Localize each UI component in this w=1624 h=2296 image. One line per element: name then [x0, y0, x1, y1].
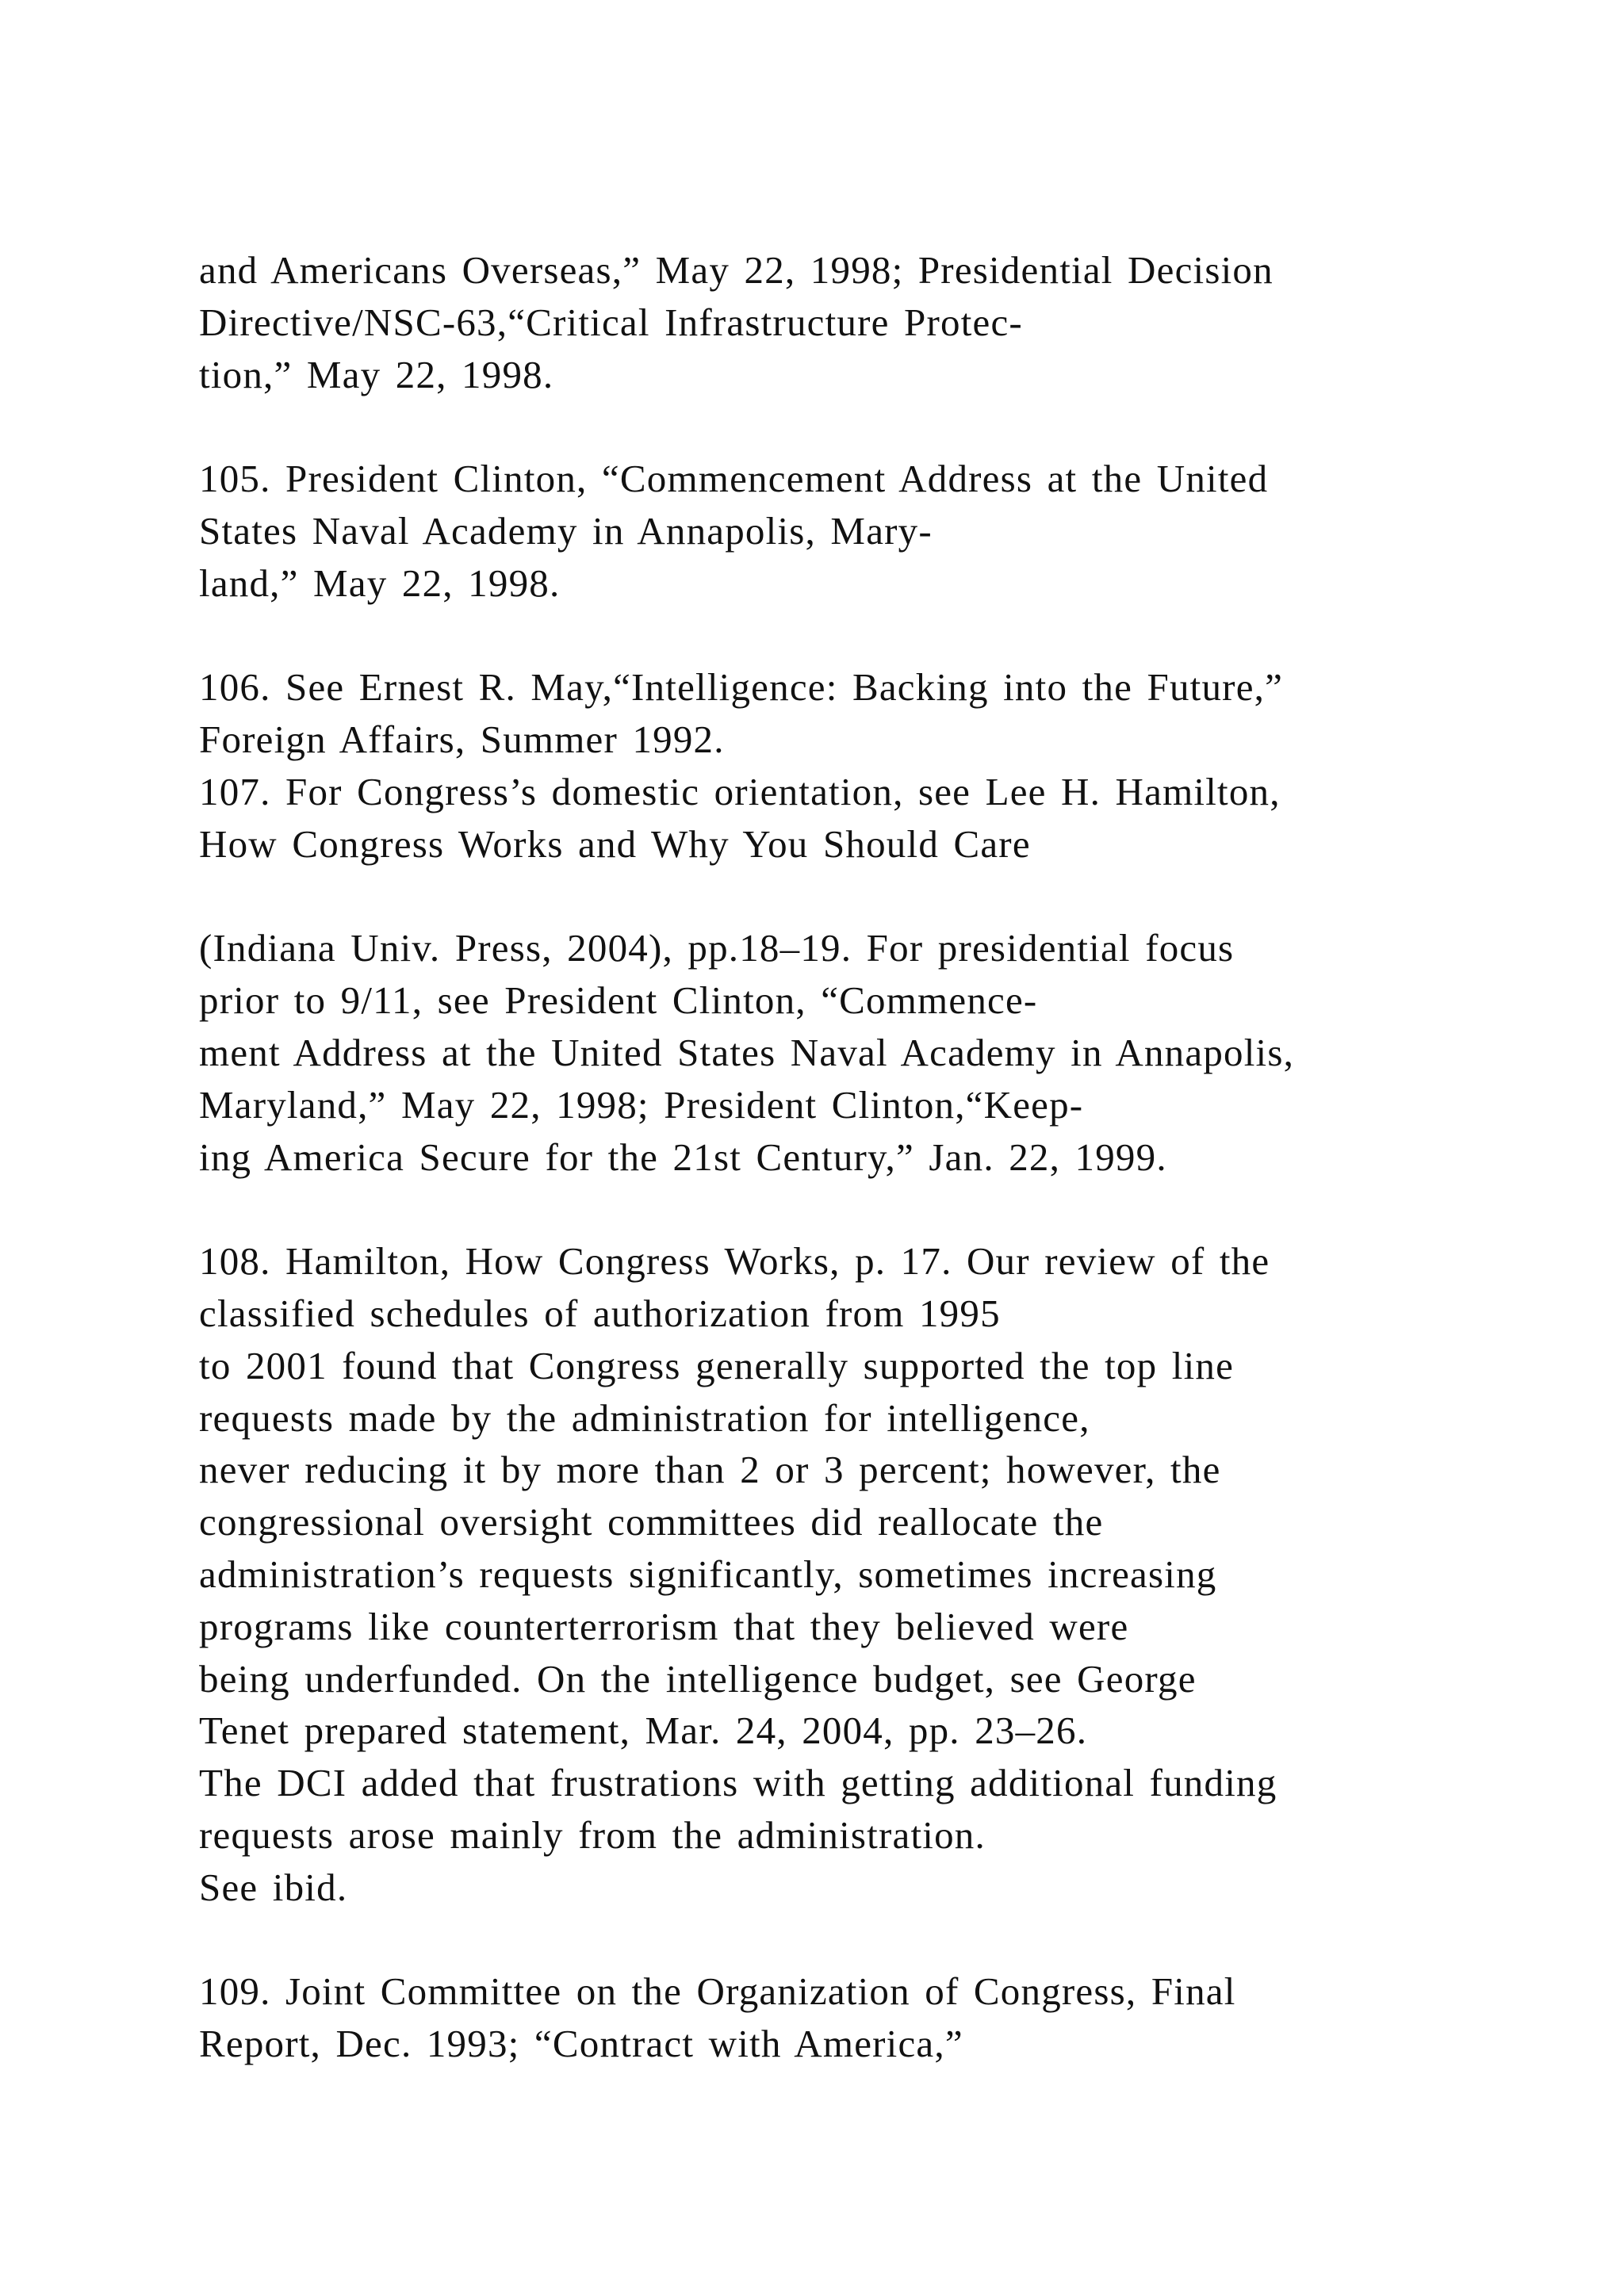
text-line: to 2001 found that Congress generally supported the top line [199, 1343, 1235, 1387]
footnote-109: 109. Joint Committee on the Organization of Congress, Final [199, 1969, 1236, 2014]
text-line: prior to 9/11, see President Clinton, “Commence- [199, 978, 1038, 1023]
text-line: ment Address at the United States Naval Academy in Annapolis, [199, 1030, 1295, 1074]
footnote-105: 105. President Clinton, “Commencement Address at the United [199, 457, 1269, 501]
text-line: being underfunded. On the intelligence budget, see George [199, 1656, 1197, 1701]
blank-line [199, 1183, 1547, 1235]
text-line: land,” May 22, 1998. [199, 561, 561, 605]
text-line: (Indiana Univ. Press, 2004), pp.18–19. For presidential focus [199, 926, 1235, 970]
text-line: Maryland,” May 22, 1998; President Clinton,“Keep- [199, 1082, 1084, 1127]
text-line: Directive/NSC-63,“Critical Infrastructure Protec- [199, 300, 1023, 344]
text-line: programs like counterterrorism that they believed were [199, 1604, 1129, 1648]
text-line: classified schedules of authorization from 1995 [199, 1291, 1001, 1335]
text-line: How Congress Works and Why You Should Care [199, 821, 1031, 866]
text-line: requests arose mainly from the administration. [199, 1812, 986, 1857]
footnote-107: 107. For Congress’s domestic orientation, see Lee H. Hamilton, [199, 769, 1281, 813]
text-line: never reducing it by more than 2 or 3 percent; however, the [199, 1448, 1221, 1492]
text-line: States Naval Academy in Annapolis, Mary- [199, 508, 933, 553]
footnote-108: 108. Hamilton, How Congress Works, p. 17. Our review of the [199, 1239, 1270, 1284]
blank-line [199, 1914, 1547, 1966]
text-line: Foreign Affairs, Summer 1992. [199, 718, 725, 762]
footnote-106: 106. See Ernest R. May,“Intelligence: Backing into the Future,” [199, 665, 1284, 710]
text-line: administration’s requests significantly, sometimes increasing [199, 1552, 1217, 1596]
blank-line [199, 871, 1547, 923]
text-line: and Americans Overseas,” May 22, 1998; Presidential Decision [199, 248, 1274, 292]
text-line: The DCI added that frustrations with getting additional funding [199, 1761, 1277, 1805]
footnotes-text [199, 244, 1547, 2070]
blank-line [199, 610, 1547, 662]
text-line: tion,” May 22, 1998. [199, 352, 554, 396]
text-line: Tenet prepared statement, Mar. 24, 2004, pp. 23–26. [199, 1709, 1088, 1753]
text-line: See ibid. [199, 1865, 348, 1909]
text-line: congressional oversight committees did reallocate the [199, 1500, 1104, 1544]
text-line: ing America Secure for the 21st Century,” Jan. 22, 1999. [199, 1135, 1167, 1179]
text-line: Report, Dec. 1993; “Contract with America,” [199, 2022, 963, 2066]
blank-line [199, 400, 1547, 453]
text-line: requests made by the administration for intelligence, [199, 1395, 1090, 1440]
